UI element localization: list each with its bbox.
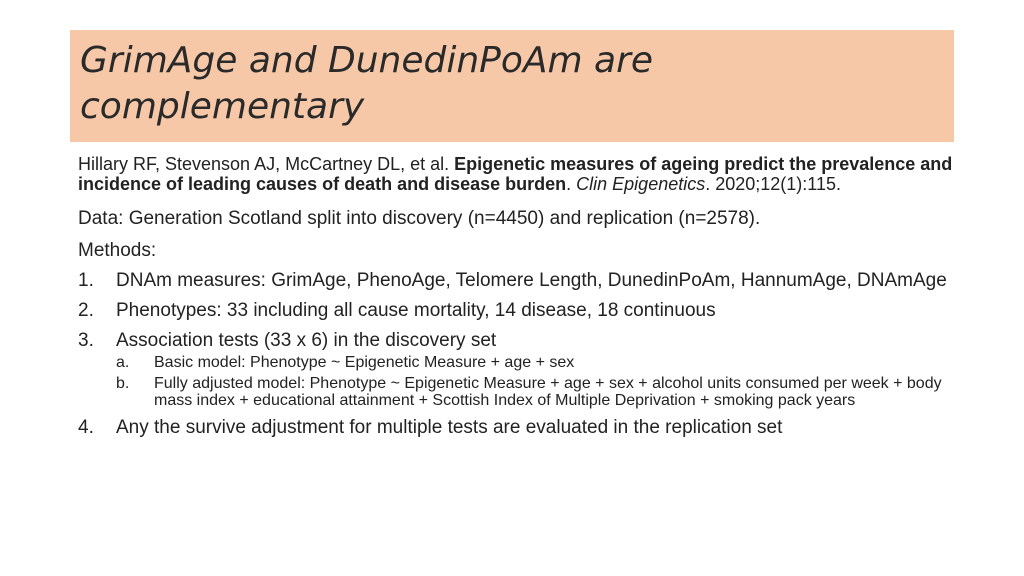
list-number: 2.	[78, 300, 94, 321]
list-item	[78, 270, 958, 292]
list-text: Association tests (33 x 6) in the discovery set	[116, 330, 497, 351]
citation	[78, 154, 958, 194]
title-banner	[70, 30, 954, 142]
methods-list	[78, 270, 958, 439]
sub-list-letter: b.	[116, 375, 130, 392]
list-text: Phenotypes: 33 including all cause mortality, 14 disease, 18 continuous	[116, 300, 716, 321]
sub-list	[116, 354, 958, 409]
citation-separator: .	[566, 174, 577, 194]
sub-list-item	[116, 375, 958, 409]
slide-body	[78, 154, 958, 447]
list-number: 3.	[78, 330, 94, 351]
list-item	[78, 330, 958, 409]
list-item	[78, 417, 958, 439]
list-number: 4.	[78, 417, 94, 438]
list-item	[78, 300, 958, 322]
citation-authors: Hillary RF, Stevenson AJ, McCartney DL, et al.	[78, 154, 455, 174]
list-number: 1.	[78, 270, 94, 291]
sub-list-letter: a.	[116, 354, 130, 371]
sub-list-text: Fully adjusted model: Phenotype ~ Epigenetic Measure + age + sex + alcohol units consumed per week + body mass index + educational attainment + Scottish Index of Multiple Deprivation + smoking pack years	[154, 375, 942, 409]
sub-list-item	[116, 354, 958, 371]
list-text: DNAm measures: GrimAge, PhenoAge, Telomere Length, DunedinPoAm, HannumAge, DNAmAge	[116, 270, 947, 291]
methods-label: Methods:	[78, 240, 157, 261]
data-line: Data: Generation Scotland split into discovery (n=4450) and replication (n=2578).	[78, 208, 761, 229]
sub-list-text: Basic model: Phenotype ~ Epigenetic Measure + age + sex	[154, 354, 575, 371]
citation-paper-title: Epigenetic measures of ageing predict the prevalence and incidence of leading causes of death and disease burden	[78, 154, 953, 194]
citation-details: . 2020;12(1):115.	[705, 174, 841, 194]
slide-title: GrimAge and DunedinPoAm are complementary	[80, 40, 654, 127]
list-text: Any the survive adjustment for multiple tests are evaluated in the replication set	[116, 417, 783, 438]
citation-journal: Clin Epigenetics	[576, 174, 706, 194]
